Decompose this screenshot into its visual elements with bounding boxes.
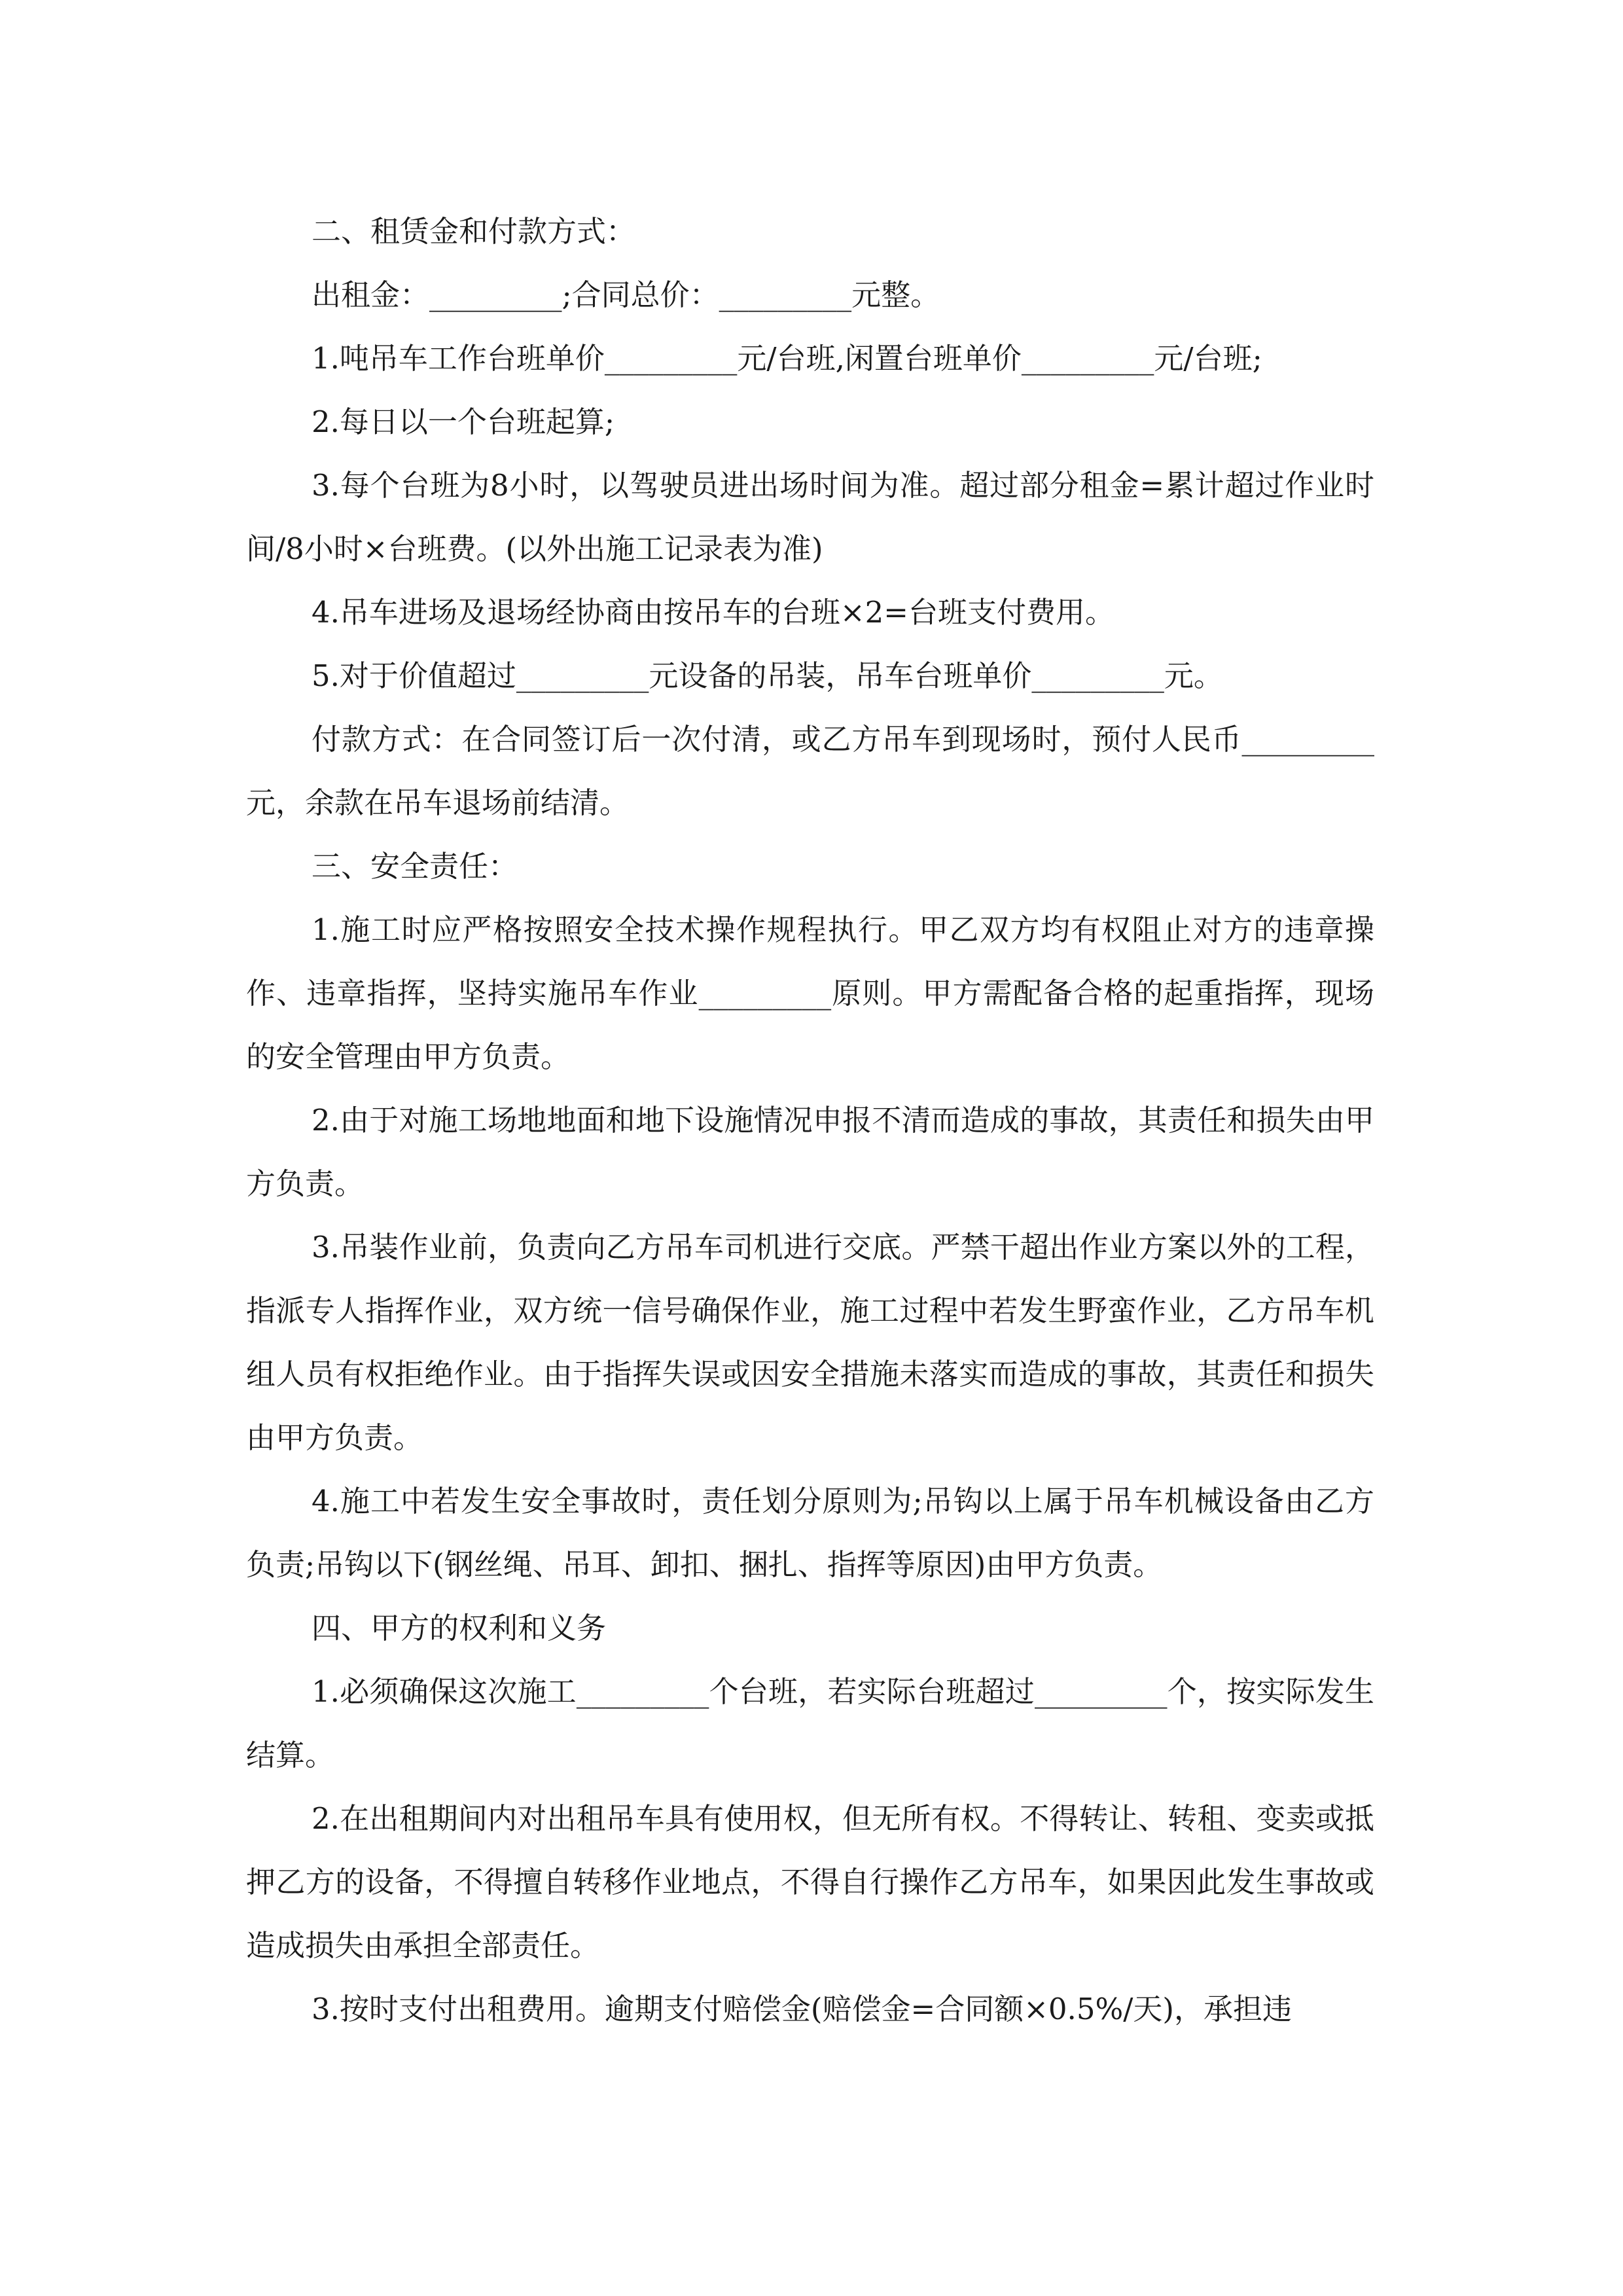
- clause-3-shift-hours: 3.每个台班为8小时，以驾驶员进出场时间为准。超过部分租金=累计超过作业时间/8小时×台班费。(以外出施工记录表为准): [246, 468, 1374, 566]
- party-a-clause-3: 3.按时支付出租费用。逾期支付赔偿金(赔偿金=合同额×0.5%/天)，承担违: [312, 1992, 1292, 2026]
- party-a-clause-2: 2.在出租期间内对出租吊车具有使用权，但无所有权。不得转让、转租、变卖或抵押乙方的设备，不得擅自转移作业地点，不得自行操作乙方吊车，如果因此发生事故或造成损失由承担全部责任。: [246, 1801, 1374, 1963]
- section-heading-safety: 三、安全责任：: [312, 849, 518, 884]
- clause-4-entry-exit: 4.吊车进场及退场经协商由按吊车的台班×2=台班支付费用。: [312, 595, 1115, 630]
- safety-clause-4: 4.施工中若发生安全事故时，责任划分原则为;吊钩以上属于吊车机械设备由乙方负责;吊钩以下(钢丝绳、吊耳、卸扣、捆扎、指挥等原因)由甲方负责。: [246, 1484, 1374, 1582]
- clause-2-daily-minimum: 2.每日以一个台班起算;: [312, 404, 615, 439]
- section-heading-party-a-rights: 四、甲方的权利和义务: [312, 1611, 607, 1645]
- clause-5-high-value: 5.对于价值超过_________元设备的吊装，吊车台班单价_________元。: [312, 658, 1223, 693]
- safety-clause-3: 3.吊装作业前，负责向乙方吊车司机进行交底。严禁干超出作业方案以外的工程，指派专人指挥作业，双方统一信号确保作业，施工过程中若发生野蛮作业，乙方吊车机组人员有权拒绝作业。由于指挥失误或因安全措施未落实而造成的事故，其责任和损失由甲方负责。: [246, 1230, 1374, 1455]
- clause-1-unit-price: 1.吨吊车工作台班单价_________元/台班,闲置台班单价_________元/台班;: [312, 341, 1262, 376]
- safety-clause-1: 1.施工时应严格按照安全技术操作规程执行。甲乙双方均有权阻止对方的违章操作、违章指挥，坚持实施吊车作业_________原则。甲方需配备合格的起重指挥，现场的安全管理由甲方负责。: [246, 912, 1374, 1074]
- payment-method-paragraph: 付款方式：在合同签订后一次付清，或乙方吊车到现场时，预付人民币_________元，余款在吊车退场前结清。: [246, 722, 1374, 820]
- party-a-clause-1: 1.必须确保这次施工_________个台班，若实际台班超过_________个，按实际发生结算。: [246, 1674, 1374, 1772]
- safety-clause-2: 2.由于对施工场地地面和地下设施情况申报不清而造成的事故，其责任和损失由甲方负责。: [246, 1103, 1374, 1201]
- rent-and-total-line: 出租金：_________;合同总价：_________元整。: [312, 278, 940, 312]
- document-body: [246, 200, 1374, 2041]
- section-heading-rent-payment: 二、租赁金和付款方式：: [312, 214, 636, 249]
